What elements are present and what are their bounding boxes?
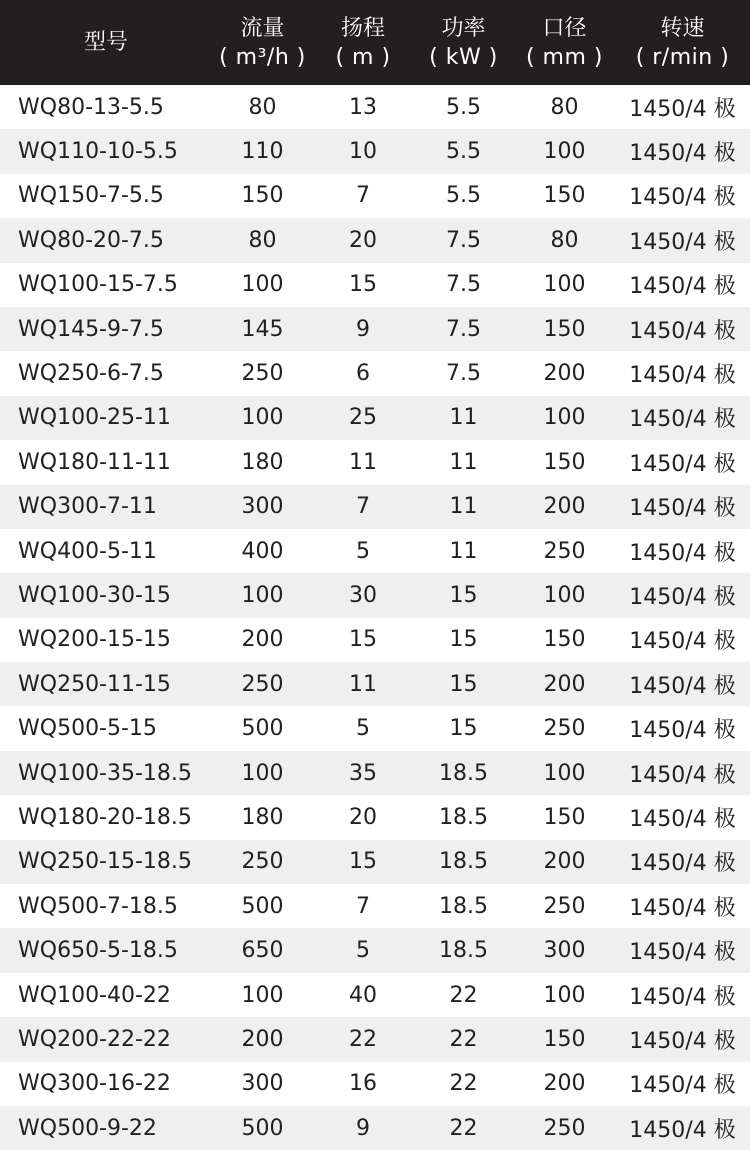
table-row: [0, 1017, 750, 1061]
cell-model: WQ650-5-18.5: [18, 938, 178, 964]
table-row: [0, 351, 750, 395]
cell-head: 20: [349, 227, 377, 253]
cell-flow: 100: [241, 405, 284, 431]
header-unit: ( mm ): [525, 44, 603, 70]
cell-diameter: 150: [543, 627, 586, 653]
cell-diameter: 150: [543, 183, 586, 209]
table-row: [0, 751, 750, 795]
table-row: [0, 973, 750, 1017]
table-row: [0, 573, 750, 617]
cell-speed: 1450/4 极: [629, 363, 736, 389]
header-model: [0, 0, 212, 85]
cell-flow: 250: [241, 361, 284, 387]
table-row: [0, 485, 750, 529]
table-row: [0, 396, 750, 440]
cell-speed: 1450/4 极: [629, 984, 736, 1010]
cell-model: WQ250-15-18.5: [18, 849, 192, 875]
cell-diameter: 300: [543, 938, 586, 964]
table-row: [0, 529, 750, 573]
cell-power: 18.5: [439, 849, 488, 875]
cell-speed: 1450/4 极: [629, 762, 736, 788]
cell-head: 7: [356, 893, 370, 919]
cell-head: 15: [349, 849, 377, 875]
cell-flow: 200: [241, 627, 284, 653]
cell-power: 11: [449, 449, 478, 475]
cell-diameter: 250: [543, 893, 586, 919]
cell-speed: 1450/4 极: [629, 141, 736, 167]
header-unit: ( m³/h ): [219, 44, 306, 70]
cell-model: WQ100-30-15: [18, 582, 171, 608]
cell-speed: 1450/4 极: [629, 318, 736, 344]
cell-speed: 1450/4 极: [629, 806, 736, 832]
cell-head: 15: [349, 272, 377, 298]
cell-flow: 150: [241, 183, 284, 209]
cell-head: 16: [349, 1071, 377, 1097]
cell-flow: 180: [241, 449, 284, 475]
cell-speed: 1450/4 极: [629, 407, 736, 433]
header-head: [313, 0, 413, 85]
cell-diameter: 250: [543, 716, 586, 742]
cell-power: 5.5: [446, 94, 481, 120]
cell-model: WQ80-20-7.5: [18, 227, 164, 253]
cell-speed: 1450/4 极: [629, 851, 736, 877]
cell-head: 22: [349, 1026, 377, 1052]
table-row: [0, 706, 750, 750]
table-row: [0, 174, 750, 218]
cell-model: WQ200-22-22: [18, 1026, 171, 1052]
cell-power: 18.5: [439, 804, 488, 830]
cell-head: 7: [356, 183, 370, 209]
cell-model: WQ300-7-11: [18, 494, 157, 520]
table-row: [0, 795, 750, 839]
table-row: [0, 440, 750, 484]
cell-power: 22: [449, 1026, 478, 1052]
header-unit: ( kW ): [429, 44, 498, 70]
header-flow: [212, 0, 313, 85]
cell-speed: 1450/4 极: [629, 895, 736, 921]
table-header: [0, 0, 750, 85]
cell-diameter: 200: [543, 494, 586, 520]
cell-head: 7: [356, 494, 370, 520]
header-label: 型号: [84, 30, 129, 55]
header-power: [413, 0, 514, 85]
cell-head: 30: [349, 582, 377, 608]
cell-diameter: 100: [543, 982, 586, 1008]
cell-model: WQ250-11-15: [18, 671, 171, 697]
cell-model: WQ180-20-18.5: [18, 804, 192, 830]
cell-model: WQ150-7-5.5: [18, 183, 164, 209]
header-label: 口径: [542, 15, 587, 41]
cell-power: 15: [449, 716, 478, 742]
cell-model: WQ145-9-7.5: [18, 316, 164, 342]
cell-speed: 1450/4 极: [629, 185, 736, 211]
cell-power: 7.5: [446, 272, 481, 298]
cell-diameter: 100: [543, 139, 586, 165]
cell-model: WQ110-10-5.5: [18, 139, 178, 165]
cell-head: 40: [349, 982, 377, 1008]
cell-power: 15: [449, 627, 478, 653]
cell-model: WQ80-13-5.5: [18, 94, 164, 120]
cell-power: 5.5: [446, 139, 481, 165]
cell-power: 5.5: [446, 183, 481, 209]
cell-head: 9: [356, 1115, 370, 1141]
cell-head: 35: [349, 760, 377, 786]
cell-diameter: 80: [550, 94, 579, 120]
cell-flow: 110: [241, 139, 284, 165]
cell-head: 20: [349, 804, 377, 830]
cell-power: 11: [449, 405, 478, 431]
cell-speed: 1450/4 极: [629, 540, 736, 566]
cell-flow: 80: [248, 227, 277, 253]
cell-diameter: 80: [550, 227, 579, 253]
cell-speed: 1450/4 极: [629, 940, 736, 966]
cell-speed: 1450/4 极: [629, 229, 736, 255]
cell-flow: 100: [241, 760, 284, 786]
cell-head: 5: [356, 538, 370, 564]
table-row: [0, 307, 750, 351]
cell-head: 11: [349, 671, 377, 697]
table-row: [0, 1062, 750, 1106]
cell-model: WQ500-5-15: [18, 716, 157, 742]
cell-flow: 145: [241, 316, 284, 342]
cell-speed: 1450/4 极: [629, 1028, 736, 1054]
cell-head: 5: [356, 938, 370, 964]
cell-diameter: 200: [543, 1071, 586, 1097]
cell-diameter: 250: [543, 1115, 586, 1141]
header-label: 流量: [240, 15, 285, 41]
cell-model: WQ100-25-11: [18, 405, 171, 431]
cell-model: WQ100-40-22: [18, 982, 171, 1008]
cell-speed: 1450/4 极: [629, 1117, 736, 1143]
cell-head: 10: [349, 139, 377, 165]
cell-speed: 1450/4 极: [629, 274, 736, 300]
cell-power: 11: [449, 494, 478, 520]
cell-head: 11: [349, 449, 377, 475]
table-row: [0, 1106, 750, 1150]
cell-head: 15: [349, 627, 377, 653]
cell-speed: 1450/4 极: [629, 629, 736, 655]
table-row: [0, 618, 750, 662]
cell-power: 7.5: [446, 227, 481, 253]
cell-speed: 1450/4 极: [629, 496, 736, 522]
cell-diameter: 200: [543, 849, 586, 875]
cell-flow: 300: [241, 1071, 284, 1097]
cell-diameter: 250: [543, 538, 586, 564]
cell-power: 22: [449, 1115, 478, 1141]
header-label: 转速: [660, 15, 705, 41]
cell-speed: 1450/4 极: [629, 584, 736, 610]
cell-model: WQ250-6-7.5: [18, 361, 164, 387]
cell-power: 11: [449, 538, 478, 564]
table-row: [0, 928, 750, 972]
cell-flow: 250: [241, 849, 284, 875]
cell-model: WQ500-9-22: [18, 1115, 157, 1141]
header-diameter: [514, 0, 615, 85]
table-row: [0, 840, 750, 884]
table-row: [0, 263, 750, 307]
table-body: [0, 85, 750, 1150]
cell-flow: 100: [241, 982, 284, 1008]
cell-model: WQ500-7-18.5: [18, 893, 178, 919]
cell-flow: 80: [248, 94, 277, 120]
cell-head: 9: [356, 316, 370, 342]
cell-model: WQ180-11-11: [18, 449, 171, 475]
header-speed: [615, 0, 750, 85]
cell-flow: 500: [241, 893, 284, 919]
cell-diameter: 100: [543, 272, 586, 298]
cell-head: 5: [356, 716, 370, 742]
cell-flow: 500: [241, 716, 284, 742]
cell-power: 7.5: [446, 361, 481, 387]
table-row: [0, 884, 750, 928]
cell-head: 13: [349, 94, 377, 120]
cell-power: 18.5: [439, 893, 488, 919]
cell-diameter: 150: [543, 449, 586, 475]
cell-flow: 500: [241, 1115, 284, 1141]
cell-diameter: 100: [543, 405, 586, 431]
cell-diameter: 150: [543, 804, 586, 830]
cell-head: 6: [356, 361, 370, 387]
cell-speed: 1450/4 极: [629, 718, 736, 744]
cell-diameter: 200: [543, 671, 586, 697]
cell-flow: 100: [241, 272, 284, 298]
cell-power: 15: [449, 671, 478, 697]
table-row: [0, 85, 750, 129]
cell-power: 18.5: [439, 938, 488, 964]
cell-flow: 250: [241, 671, 284, 697]
cell-diameter: 150: [543, 316, 586, 342]
cell-power: 15: [449, 582, 478, 608]
cell-model: WQ400-5-11: [18, 538, 157, 564]
cell-model: WQ100-35-18.5: [18, 760, 192, 786]
cell-power: 18.5: [439, 760, 488, 786]
cell-speed: 1450/4 极: [629, 451, 736, 477]
header-unit: ( r/min ): [635, 44, 730, 70]
table-row: [0, 662, 750, 706]
cell-flow: 200: [241, 1026, 284, 1052]
cell-power: 7.5: [446, 316, 481, 342]
cell-power: 22: [449, 982, 478, 1008]
cell-head: 25: [349, 405, 377, 431]
cell-diameter: 100: [543, 582, 586, 608]
cell-model: WQ100-15-7.5: [18, 272, 178, 298]
cell-speed: 1450/4 极: [629, 673, 736, 699]
cell-flow: 400: [241, 538, 284, 564]
header-label: 功率: [441, 15, 486, 41]
cell-model: WQ200-15-15: [18, 627, 171, 653]
cell-model: WQ300-16-22: [18, 1071, 171, 1097]
cell-flow: 180: [241, 804, 284, 830]
cell-diameter: 150: [543, 1026, 586, 1052]
cell-diameter: 100: [543, 760, 586, 786]
header-unit: ( m ): [335, 44, 391, 70]
cell-flow: 100: [241, 582, 284, 608]
cell-power: 22: [449, 1071, 478, 1097]
cell-flow: 300: [241, 494, 284, 520]
cell-flow: 650: [241, 938, 284, 964]
cell-diameter: 200: [543, 361, 586, 387]
table-row: [0, 129, 750, 173]
cell-speed: 1450/4 极: [629, 96, 736, 122]
table-row: [0, 218, 750, 262]
header-label: 扬程: [340, 15, 385, 41]
cell-speed: 1450/4 极: [629, 1073, 736, 1099]
